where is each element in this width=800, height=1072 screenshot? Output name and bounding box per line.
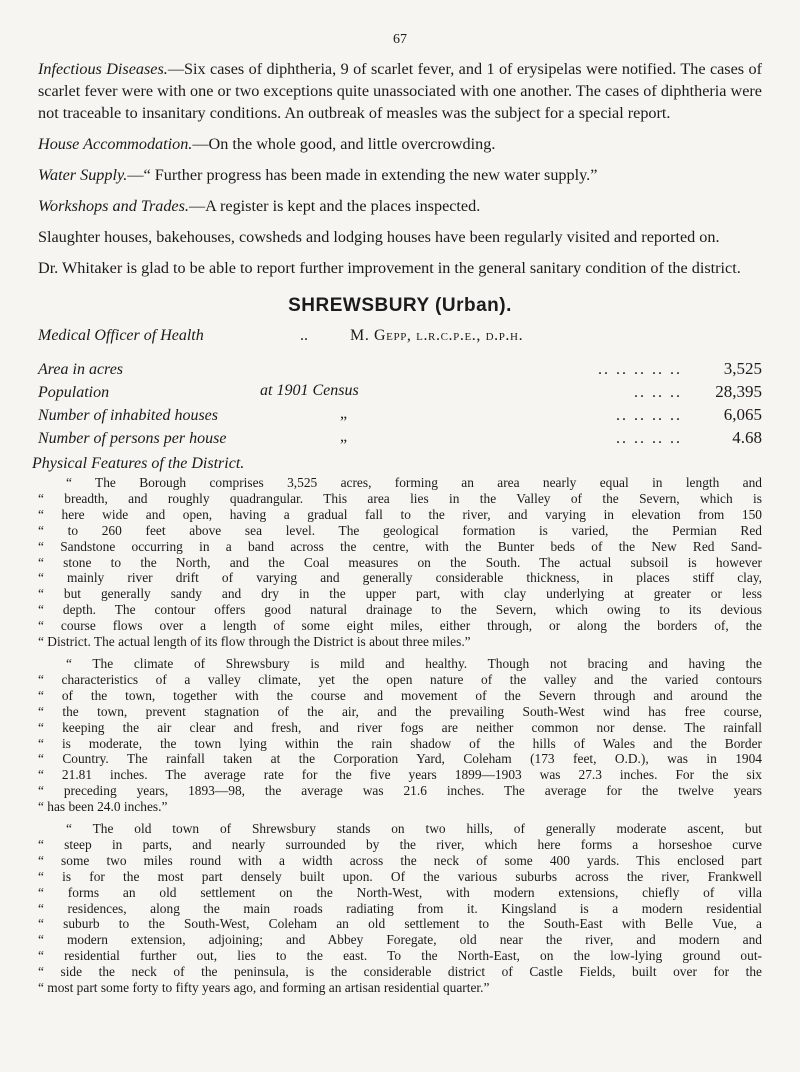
quote-line: “ breadth, and roughly quadrangular. This area lies in the Valley of the Severn, which is [38, 490, 762, 506]
quote-line: “ The old town of Shrewsbury stands on two hills, of generally moderate ascent, but [66, 821, 762, 837]
statistic-value: 4.68 [732, 428, 762, 447]
quote-line: “ steep in parts, and nearly surrounded by the river, which here forms a horseshoe curve [38, 836, 762, 852]
intro-paragraph [38, 195, 762, 217]
quote-line: “ some two miles round with a width across the neck of some 400 yards. This enclosed part [38, 852, 762, 868]
quote-line: “ Country. The rainfall taken at the Corporation Yard, Coleham (173 feet, O.D.), was in 1904 [38, 751, 762, 767]
intro-paragraph [38, 133, 762, 155]
statistic-label-text: Number of persons per house [38, 430, 227, 447]
quote-line: “ has been 24.0 inches.” [38, 799, 168, 815]
quote-line: “ modern extension, adjoining; and Abbey Foregate, old near the river, and modern and [38, 932, 762, 948]
statistic-label-text: Area in acres [38, 361, 124, 378]
intro-paragraph [38, 58, 762, 124]
quote-line: “ most part some forty to fifty years ago, and forming an artisan residential quarter.” [38, 980, 490, 996]
quote-line: “ to 260 feet above sea level. The geological formation is varied, the Permian Red [38, 522, 762, 538]
document-page [32, 0, 762, 1002]
quote-line: “ residential further out, lies to the east. To the North-East, on the low-lying ground out- [38, 948, 762, 964]
intro-paragraph [38, 164, 762, 186]
quote-line: “ is for the most part densely built upon. Of the various suburbs across the river, Frankwell [38, 868, 762, 884]
statistic-qualifier: at 1901 Census [260, 382, 359, 399]
paragraph-text: —“ Further progress has been made in extending the new water supply.” [127, 166, 598, 184]
quote-line: “ depth. The contour offers good natural drainage to the Severn, which owing to its devious [38, 602, 762, 618]
statistic-label [38, 407, 318, 425]
statistic-row [38, 428, 762, 451]
statistic-label-text: Population [38, 384, 110, 401]
quote-line: “ is moderate, the town lying within the rain shadow of the hills of Wales and the Border [38, 735, 762, 751]
quote-line: “ but generally sandy and dry in the upper part, with clay underlying at greater or less [38, 586, 762, 602]
paragraph-label: House Accommodation. [38, 135, 193, 153]
medical-officer-dots: .. [300, 327, 308, 344]
paragraph-text: Dr. Whitaker is glad to be able to report further improvement in the general sanitary condition of the district. [38, 259, 741, 277]
statistic-row [38, 359, 762, 382]
quote-line: “ Sandstone occurring in a band across the centre, with the Bunter beds of the New Red Sand- [38, 538, 762, 554]
statistics-table [38, 359, 762, 451]
quote-paragraph [38, 475, 762, 650]
statistic-qualifier: „ [340, 405, 348, 422]
leader-dots: .. .. .. .. [616, 407, 682, 424]
medical-officer-row [38, 327, 762, 351]
paragraph-label: Water Supply. [38, 166, 128, 184]
physical-features-heading: Physical Features of the District. [32, 455, 245, 472]
quote-line: “ suburb to the South-West, Coleham an old settlement to the South-East with Belle Vue, a [38, 916, 762, 932]
statistic-label [38, 361, 318, 379]
statistic-qualifier: „ [340, 428, 348, 445]
statistic-row [38, 382, 762, 405]
paragraph-text: —On the whole good, and little overcrowding. [192, 135, 496, 153]
quote-line: “ The Borough comprises 3,525 acres, forming an area nearly equal in length and [66, 475, 762, 490]
intro-section [38, 58, 762, 279]
statistic-value: 6,065 [723, 405, 762, 424]
quote-line: “ stone to the North, and the Coal measures on the South. The actual subsoil is however [38, 554, 762, 570]
statistic-label-text: Number of inhabited houses [38, 407, 218, 424]
paragraph-text: —Six cases of diphtheria, 9 of scarlet fever, and 1 of erysipelas were notified. The cases of scarlet fever were with one or two exceptions quite unassociated with one another. The cases of diphtheria were not traceable to insanitary conditions. An outbreak of measles was the subject for a special report. [38, 60, 762, 122]
quote-line: “ side the neck of the peninsula, is the considerable district of Castle Fields, built over for the [38, 964, 762, 980]
quote-line: “ here wide and open, having a gradual fall to the river, and varying in elevation from 150 [38, 506, 762, 522]
leader-dots: .. .. .. [634, 384, 682, 401]
quote-line: “ mainly river drift of varying and generally considerable thickness, in places stiff clay, [38, 570, 762, 586]
quote-line: “ characteristics of a valley climate, yet the open nature of the valley and the varied contours [38, 671, 762, 687]
quote-line: “ 21.81 inches. The average rate for the five years 1899—1903 was 27.3 inches. For the six [38, 767, 762, 783]
quote-line: “ forms an old settlement on the North-West, with modern extensions, chiefly of villa [38, 884, 762, 900]
intro-paragraph [38, 257, 762, 279]
quote-line: “ course flows over a length of some eight miles, either through, or along the borders of, the [38, 618, 762, 634]
quote-line: “ residences, along the main roads radiating from it. Kingsland is a modern residential [38, 900, 762, 916]
quote-line: “ keeping the air clear and fresh, and river fogs are neither common nor dense. The rainfall [38, 719, 762, 735]
quote-line: “ The climate of Shrewsbury is mild and healthy. Though not bracing and having the [66, 655, 762, 671]
paragraph-label: Infectious Diseases. [38, 60, 168, 78]
leader-dots: .. .. .. .. [616, 430, 682, 447]
district-heading: SHREWSBURY (Urban). [288, 295, 512, 316]
medical-officer-label: Medical Officer of Health [38, 327, 204, 344]
medical-officer-name: M. Gepp, l.r.c.p.e., d.p.h. [350, 327, 524, 344]
quote-line: “ the town, prevent stagnation of the air, and the prevailing South-West wind has free course, [38, 703, 762, 719]
physical-features-quote [38, 475, 762, 996]
page-number: 67 [393, 32, 407, 47]
paragraph-label: Workshops and Trades. [38, 197, 189, 215]
leader-dots: .. .. .. .. .. [598, 361, 682, 378]
quote-line: “ of the town, together with the course and movement of the Severn through and around the [38, 687, 762, 703]
statistic-value: 3,525 [723, 359, 762, 378]
intro-paragraph [38, 226, 762, 248]
statistic-row [38, 405, 762, 428]
quote-paragraph [38, 656, 762, 815]
statistic-label [38, 430, 318, 448]
quote-paragraph [38, 821, 762, 996]
paragraph-text: Slaughter houses, bakehouses, cowsheds and lodging houses have been regularly visited and reported on. [38, 228, 720, 246]
quote-line: “ preceding years, 1893—98, the average was 21.6 inches. The average for the twelve years [38, 783, 762, 799]
statistic-value: 28,395 [715, 382, 762, 401]
paragraph-text: —A register is kept and the places inspected. [188, 197, 481, 215]
quote-line: “ District. The actual length of its flow through the District is about three miles.” [38, 634, 471, 650]
